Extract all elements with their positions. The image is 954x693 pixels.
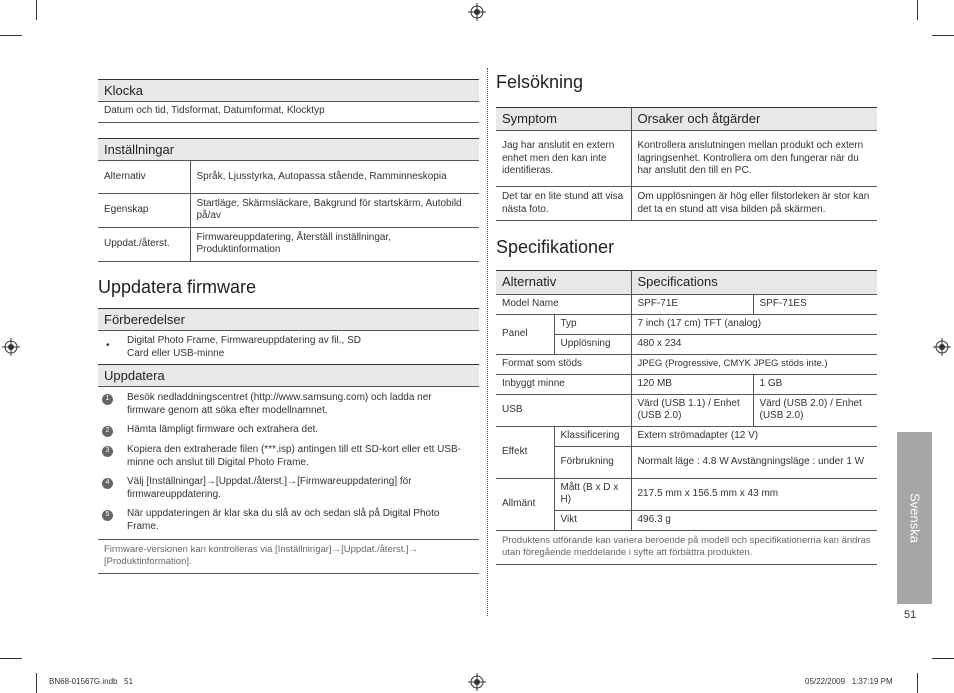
- label: Inbyggt minne: [496, 374, 631, 394]
- list-item: [98, 439, 479, 471]
- label: Format som stöds: [496, 354, 631, 374]
- page-number: 51: [904, 609, 917, 621]
- table-row: [496, 354, 877, 374]
- value: 1 GB: [753, 374, 877, 394]
- value: 120 MB: [631, 374, 753, 394]
- table-row: [496, 374, 877, 394]
- specifikationer-title: Specifikationer: [496, 237, 615, 258]
- sublabel: Vikt: [554, 510, 631, 530]
- list-item: [98, 387, 479, 419]
- language-tab: [897, 432, 932, 604]
- footer-date: 05/22/2009 1:37:19 PM: [805, 677, 893, 686]
- value: JPEG (Progressive, CMYK JPEG stöds inte.): [631, 354, 877, 374]
- label: Effekt: [496, 426, 554, 478]
- step-number: 5: [102, 510, 113, 521]
- value: 480 x 234: [631, 334, 877, 354]
- cause-cell: Om upplösningen är hög eller filstorleken är stor kan det ta en stund att visa bilden på skärmen.: [631, 187, 877, 221]
- registration-mark-right: [933, 338, 951, 356]
- sublabel: Klassificering: [554, 426, 631, 446]
- forberedelser-item: [98, 331, 479, 364]
- col-orsaker: Orsaker och åtgärder: [631, 108, 877, 131]
- list-item: [98, 471, 479, 503]
- klocka-text: Datum och tid, Tidsformat, Datumformat, Klocktyp: [98, 102, 479, 123]
- installningar-header: Inställningar: [98, 138, 479, 161]
- table-row: [98, 227, 479, 261]
- step-text: Kopiera den extraherade filen (***.isp) antingen till ett SD-kort eller ett USB-minne och anslut till Digital Photo Frame.: [127, 443, 462, 468]
- value: Extern strömadapter (12 V): [631, 426, 877, 446]
- spec-table: [496, 270, 877, 530]
- bullet: •: [106, 339, 110, 351]
- language-tab-label: Svenska: [907, 493, 922, 543]
- footer-file: BN68-01567G.indb 51: [49, 677, 134, 686]
- update-steps: [98, 387, 479, 535]
- registration-mark-bottom: [468, 673, 486, 691]
- sublabel: Upplösning: [554, 334, 631, 354]
- sublabel: Typ: [554, 314, 631, 334]
- step-text: Välj [Inställningar]→[Uppdat./återst.]→[Firmwareuppdatering] för firmwareuppdatering.: [127, 475, 412, 500]
- list-item: [98, 419, 479, 439]
- value: 217.5 mm x 156.5 mm x 43 mm: [631, 478, 877, 510]
- right-column: [496, 72, 877, 565]
- table-row: [496, 394, 877, 426]
- left-column: [98, 79, 479, 574]
- value: 7 inch (17 cm) TFT (analog): [631, 314, 877, 334]
- table-row: [98, 161, 479, 193]
- table-row: [98, 193, 479, 227]
- step-number: 3: [102, 446, 113, 457]
- felsokning-table: [496, 107, 877, 221]
- klocka-section: [98, 79, 479, 123]
- sublabel: Förbrukning: [554, 446, 631, 478]
- table-row: [496, 510, 877, 530]
- col-specifications: Specifications: [631, 271, 877, 294]
- step-number: 1: [102, 394, 113, 405]
- label: Model Name: [496, 294, 631, 314]
- forberedelser-text: Digital Photo Frame, Firmwareuppdatering av fil., SD Card eller USB-minne: [127, 334, 361, 359]
- table-row: [496, 314, 877, 334]
- row-label: Uppdat./återst.: [98, 227, 190, 261]
- value: SPF-71ES: [753, 294, 877, 314]
- klocka-header: Klocka: [98, 79, 479, 102]
- table-row: [496, 131, 877, 187]
- column-divider: [487, 68, 488, 616]
- value: Värd (USB 1.1) / Enhet (USB 2.0): [631, 394, 753, 426]
- row-value: Firmwareuppdatering, Återställ inställningar, Produktinformation: [190, 227, 479, 261]
- table-row: [496, 478, 877, 510]
- label: Panel: [496, 314, 554, 354]
- felsokning-title: Felsökning: [496, 72, 584, 92]
- table-row: [496, 187, 877, 221]
- sublabel: Mått (B x D x H): [554, 478, 631, 510]
- value: Normalt läge : 4.8 W Avstängningsläge : under 1 W: [631, 446, 877, 478]
- step-number: 2: [102, 426, 113, 437]
- col-alternativ: Alternativ: [496, 271, 631, 294]
- registration-mark-left: [2, 338, 20, 356]
- step-number: 4: [102, 478, 113, 489]
- table-header-row: [496, 108, 877, 131]
- table-header-row: [496, 271, 877, 294]
- value: Värd (USB 2.0) / Enhet (USB 2.0): [753, 394, 877, 426]
- list-item: [98, 503, 479, 535]
- installningar-table: [98, 161, 479, 262]
- firmware-note: Firmware-versionen kan kontrolleras via [Inställningar]→[Uppdat./återst.]→ [Produktinformation].: [98, 539, 479, 575]
- spec-note: Produktens utförande kan variera beroende på modell och specifikationerna kan ändras utan föregående meddelande i syfte att förbättra produkten.: [496, 531, 877, 566]
- symptom-cell: Jag har anslutit en extern enhet men den kan inte identifieras.: [496, 131, 631, 187]
- table-row: [496, 334, 877, 354]
- forberedelser-header: Förberedelser: [98, 308, 479, 331]
- value: SPF-71E: [631, 294, 753, 314]
- step-text: Besök nedladdningscentret (http://www.samsung.com) och ladda ner firmware genom att söka efter modellnamnet.: [127, 391, 432, 416]
- installningar-section: [98, 138, 479, 262]
- table-row: [496, 426, 877, 446]
- registration-mark-top: [468, 3, 486, 21]
- cause-cell: Kontrollera anslutningen mellan produkt och extern lagringsenhet. Kontrollera om den fungerar när du har anslutit den till en PC.: [631, 131, 877, 187]
- row-label: Alternativ: [98, 161, 190, 193]
- symptom-cell: Det tar en lite stund att visa nästa foto.: [496, 187, 631, 221]
- uppdatera-firmware-title: Uppdatera firmware: [98, 276, 257, 297]
- table-row: [496, 294, 877, 314]
- step-text: När uppdateringen är klar ska du slå av och sedan slå på Digital Photo Frame.: [127, 507, 440, 532]
- uppdatera-header: Uppdatera: [98, 364, 479, 387]
- row-value: Språk, Ljusstyrka, Autopassa stående, Ramminneskopia: [190, 161, 479, 193]
- value: 496.3 g: [631, 510, 877, 530]
- col-symptom: Symptom: [496, 108, 631, 131]
- table-row: [496, 446, 877, 478]
- label: Allmänt: [496, 478, 554, 530]
- step-text: Hämta lämpligt firmware och extrahera det.: [127, 423, 319, 435]
- row-value: Startläge, Skärmsläckare, Bakgrund för startskärm, Autobild på/av: [190, 193, 479, 227]
- label: USB: [496, 394, 631, 426]
- row-label: Egenskap: [98, 193, 190, 227]
